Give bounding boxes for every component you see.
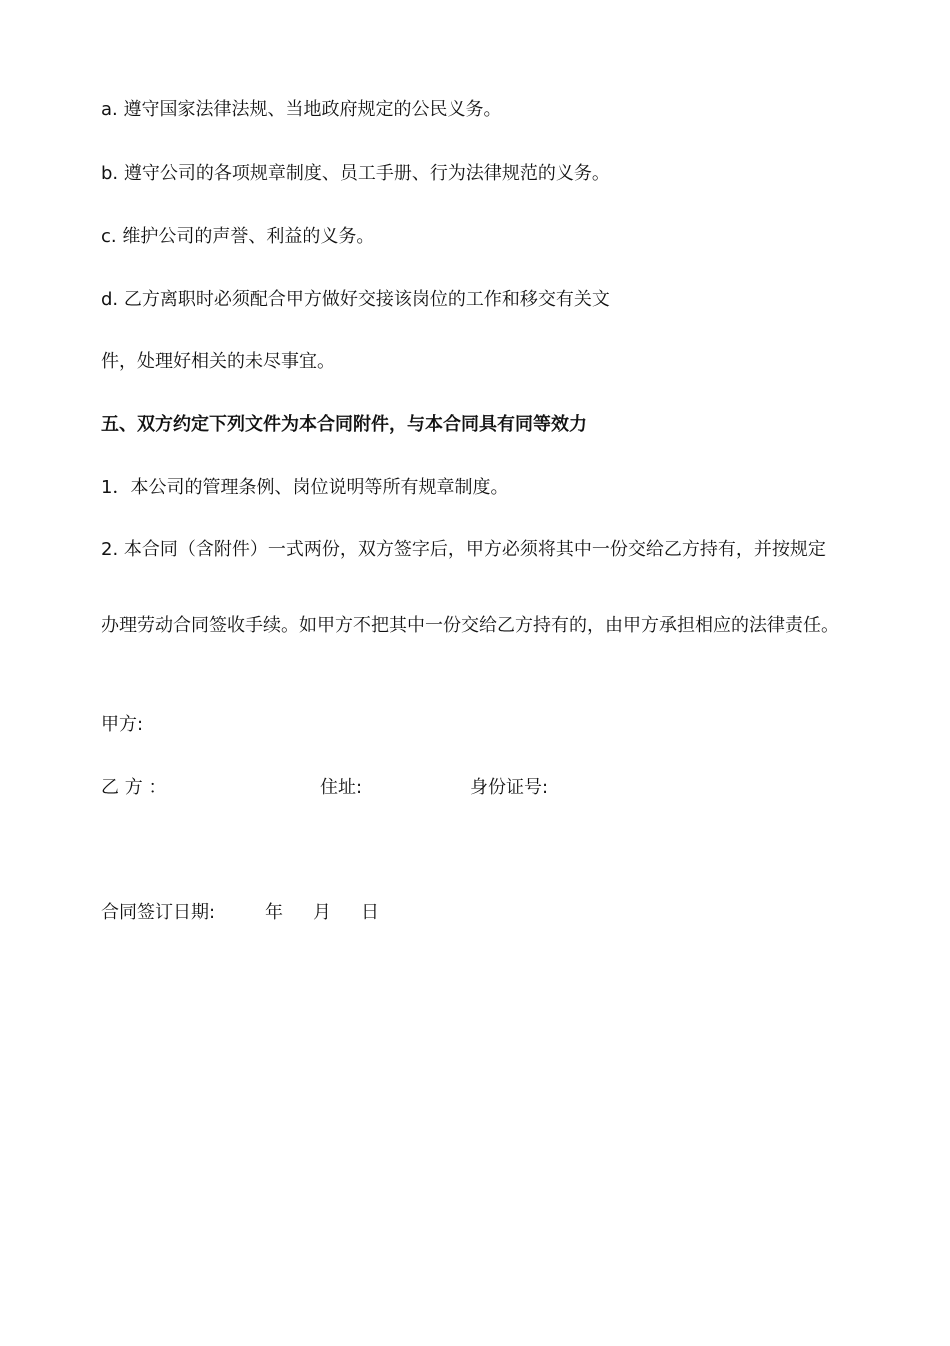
attachment-item-2-line2: 办理劳动合同签收手续。如甲方不把其中一份交给乙方持有的，由甲方承担相应的法律责任。 [101,615,839,636]
id-number-label: 身份证号: [470,777,549,798]
sign-date-year: 年 [265,902,283,923]
obligation-c: c. 维护公司的声誉、利益的义务。 [101,226,375,247]
section-5-heading: 五、双方约定下列文件为本合同附件，与本合同具有同等效力 [101,414,587,435]
attachment-item-2-line1: 2. 本合同（含附件）一式两份，双方签字后，甲方必须将其中一份交给乙方持有，并按规定 [101,539,826,560]
obligation-b: b. 遵守公司的各项规章制度、员工手册、行为法律规范的义务。 [101,163,610,184]
sign-date-label: 合同签订日期: [101,902,216,923]
sign-date-month: 月 [313,902,331,923]
obligation-a: a. 遵守国家法律法规、当地政府规定的公民义务。 [101,99,502,120]
party-a-label: 甲方: [101,714,144,735]
obligation-d-line1: d. 乙方离职时必须配合甲方做好交接该岗位的工作和移交有关文 [101,289,610,310]
address-label: 住址: [320,777,363,798]
sign-date-day: 日 [361,902,379,923]
obligation-d-line2: 件，处理好相关的未尽事宜。 [101,351,335,372]
party-b-label: 乙 方 ： [101,777,167,798]
attachment-item-1: 1．本公司的管理条例、岗位说明等所有规章制度。 [101,477,509,498]
